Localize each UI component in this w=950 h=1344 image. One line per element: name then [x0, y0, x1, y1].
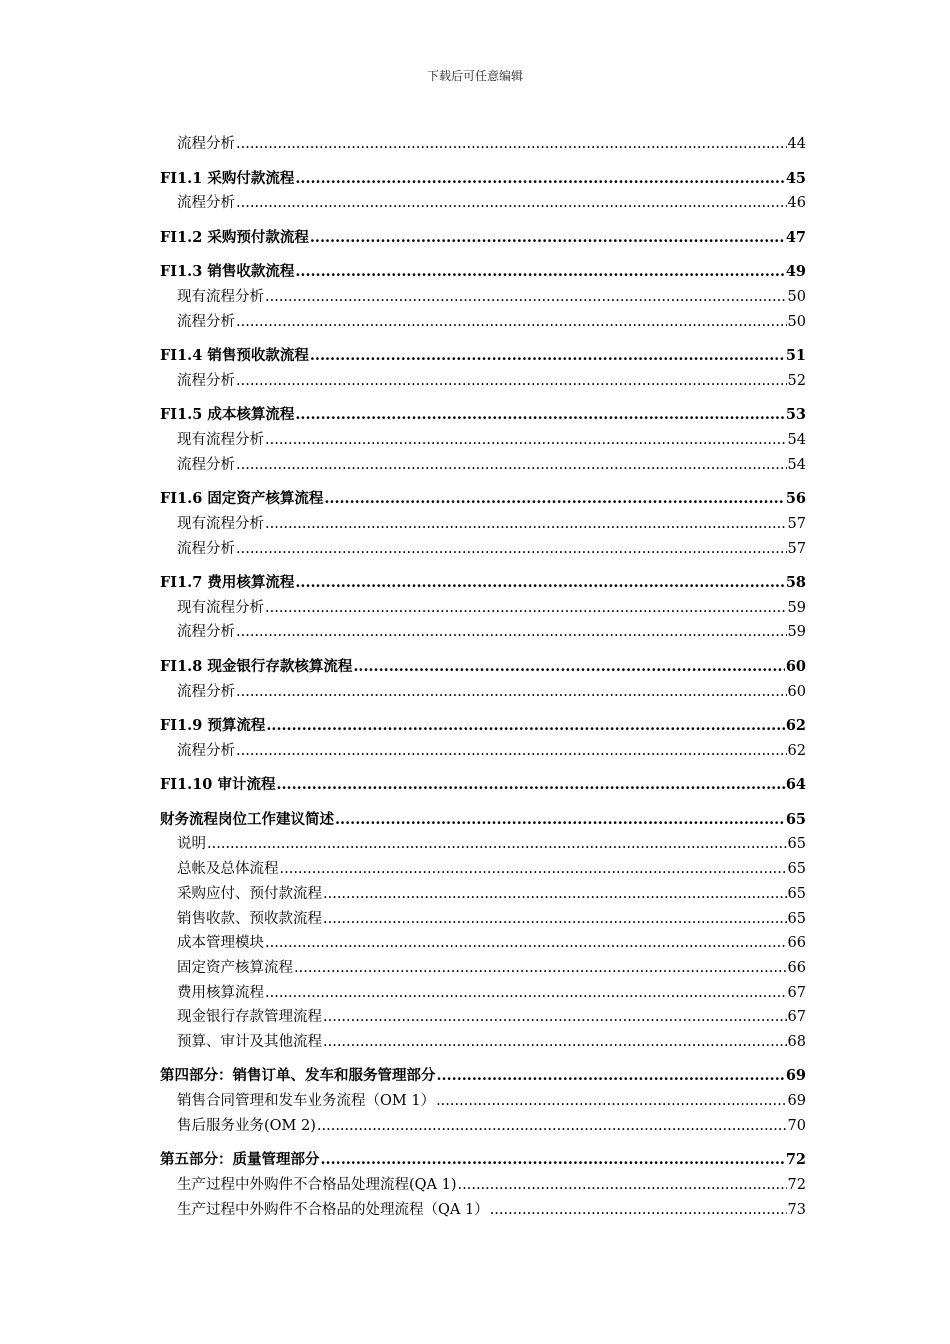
- toc-entry-title: 流程分析: [177, 372, 235, 389]
- toc-section-entry[interactable]: [160, 339, 806, 364]
- toc-page-number: 54: [787, 432, 806, 449]
- toc-entry-title: 售后服务业务(OM 2): [177, 1117, 316, 1134]
- toc-entry-title: 现有流程分析: [177, 432, 264, 449]
- toc-subsection-entry[interactable]: [160, 448, 806, 473]
- toc-subsection-entry[interactable]: [160, 926, 806, 951]
- toc-subsection-entry[interactable]: [160, 127, 806, 152]
- toc-page-number: 65: [787, 885, 806, 902]
- toc-dot-leader: [310, 231, 785, 246]
- toc-dot-leader: [265, 601, 787, 616]
- toc-entry-title: FI1.2 采购预付款流程: [160, 228, 309, 246]
- toc-page-number: 66: [787, 935, 806, 952]
- toc-subsection-entry[interactable]: [160, 1109, 806, 1134]
- toc-subsection-entry[interactable]: [160, 423, 806, 448]
- toc-subsection-entry[interactable]: [160, 531, 806, 556]
- toc-subsection-entry[interactable]: [160, 1084, 806, 1109]
- toc-section-entry[interactable]: [160, 161, 806, 186]
- toc-section-entry[interactable]: [160, 1143, 806, 1168]
- toc-dot-leader: [321, 1153, 785, 1168]
- toc-page-number: 57: [787, 540, 806, 557]
- toc-page-number: 59: [787, 599, 806, 616]
- toc-dot-leader: [323, 912, 787, 927]
- toc-page-number: 69: [785, 1067, 806, 1085]
- toc-page-number: 60: [785, 657, 806, 675]
- toc-dot-leader: [323, 887, 787, 902]
- toc-subsection-entry[interactable]: [160, 951, 806, 976]
- toc-subsection-entry[interactable]: [160, 615, 806, 640]
- toc-subsection-entry[interactable]: [160, 186, 806, 211]
- toc-dot-leader: [295, 172, 784, 187]
- toc-page-number: 51: [785, 347, 806, 365]
- toc-dot-leader: [317, 1119, 787, 1134]
- toc-dot-leader: [236, 196, 787, 211]
- toc-section-entry[interactable]: [160, 482, 806, 507]
- toc-page-number: 68: [787, 1033, 806, 1050]
- toc-dot-leader: [236, 137, 787, 152]
- toc-dot-leader: [436, 1094, 786, 1109]
- toc-entry-title: 现有流程分析: [177, 289, 264, 306]
- toc-dot-leader: [265, 433, 787, 448]
- toc-dot-leader: [236, 542, 787, 557]
- toc-subsection-entry[interactable]: [160, 901, 806, 926]
- toc-page-number: 45: [785, 169, 806, 187]
- toc-subsection-entry[interactable]: [160, 827, 806, 852]
- toc-entry-title: 生产过程中外购件不合格品处理流程(QA 1): [177, 1176, 457, 1193]
- toc-page-number: 65: [787, 910, 806, 927]
- toc-entry-title: 现有流程分析: [177, 599, 264, 616]
- toc-dot-leader: [276, 778, 784, 793]
- table-of-contents: [160, 127, 806, 1217]
- toc-entry-title: FI1.3 销售收款流程: [160, 263, 295, 281]
- toc-subsection-entry[interactable]: [160, 1000, 806, 1025]
- toc-dot-leader: [280, 862, 787, 877]
- toc-entry-title: 预算、审计及其他流程: [177, 1033, 322, 1050]
- toc-entry-title: FI1.1 采购付款流程: [160, 169, 295, 187]
- toc-dot-leader: [236, 458, 787, 473]
- toc-page-number: 44: [787, 136, 806, 153]
- toc-dot-leader: [265, 290, 787, 305]
- toc-page-number: 46: [787, 195, 806, 212]
- toc-entry-title: 现有流程分析: [177, 515, 264, 532]
- toc-dot-leader: [324, 492, 784, 507]
- toc-section-entry[interactable]: [160, 709, 806, 734]
- toc-section-entry[interactable]: [160, 398, 806, 423]
- toc-subsection-entry[interactable]: [160, 877, 806, 902]
- toc-dot-leader: [265, 517, 787, 532]
- toc-subsection-entry[interactable]: [160, 1168, 806, 1193]
- toc-entry-title: 成本管理模块: [177, 935, 264, 952]
- toc-dot-leader: [294, 961, 787, 976]
- toc-dot-leader: [295, 265, 784, 280]
- toc-subsection-entry[interactable]: [160, 734, 806, 759]
- toc-entry-title: 流程分析: [177, 456, 235, 473]
- toc-dot-leader: [295, 576, 784, 591]
- toc-subsection-entry[interactable]: [160, 591, 806, 616]
- toc-entry-title: 第五部分：质量管理部分: [160, 1151, 320, 1169]
- toc-dot-leader: [265, 936, 787, 951]
- toc-entry-title: 现金银行存款管理流程: [177, 1009, 322, 1026]
- toc-page-number: 65: [787, 836, 806, 853]
- toc-dot-leader: [490, 1203, 787, 1218]
- toc-page-number: 54: [787, 456, 806, 473]
- toc-dot-leader: [266, 719, 784, 734]
- toc-entry-title: 流程分析: [177, 195, 235, 212]
- toc-page-number: 50: [787, 289, 806, 306]
- toc-dot-leader: [236, 315, 787, 330]
- page-header: 下载后可任意编辑: [426, 69, 523, 83]
- toc-dot-leader: [265, 986, 787, 1001]
- toc-entry-title: 流程分析: [177, 540, 235, 557]
- toc-page-number: 52: [787, 372, 806, 389]
- toc-page-number: 53: [785, 406, 806, 424]
- toc-page-number: 69: [787, 1093, 806, 1110]
- toc-page-number: 70: [787, 1117, 806, 1134]
- toc-entry-title: 流程分析: [177, 683, 235, 700]
- toc-page-number: 59: [787, 624, 806, 641]
- toc-page-number: 57: [787, 515, 806, 532]
- toc-page-number: 66: [787, 959, 806, 976]
- toc-entry-title: 流程分析: [177, 313, 235, 330]
- toc-entry-title: FI1.8 现金银行存款核算流程: [160, 657, 353, 675]
- toc-page-number: 47: [785, 228, 806, 246]
- toc-dot-leader: [236, 744, 787, 759]
- toc-dot-leader: [353, 660, 784, 675]
- toc-subsection-entry[interactable]: [160, 852, 806, 877]
- toc-subsection-entry[interactable]: [160, 1025, 806, 1050]
- toc-entry-title: 流程分析: [177, 136, 235, 153]
- toc-entry-title: 流程分析: [177, 624, 235, 641]
- toc-dot-leader: [335, 813, 785, 828]
- toc-page-number: 64: [785, 776, 806, 794]
- toc-page-number: 67: [787, 984, 806, 1001]
- toc-entry-title: FI1.9 预算流程: [160, 717, 266, 735]
- toc-entry-title: 销售合同管理和发车业务流程（OM 1）: [177, 1093, 436, 1110]
- toc-subsection-entry[interactable]: [160, 507, 806, 532]
- toc-page-number: 65: [785, 810, 806, 828]
- toc-entry-title: 固定资产核算流程: [177, 959, 293, 976]
- toc-page-number: 50: [787, 313, 806, 330]
- toc-page-number: 65: [787, 861, 806, 878]
- toc-entry-title: FI1.5 成本核算流程: [160, 406, 295, 424]
- toc-page-number: 62: [785, 717, 806, 735]
- toc-page-number: 58: [785, 574, 806, 592]
- toc-entry-title: 采购应付、预付款流程: [177, 885, 322, 902]
- toc-section-entry[interactable]: [160, 221, 806, 246]
- toc-entry-title: FI1.7 费用核算流程: [160, 574, 295, 592]
- toc-entry-title: FI1.6 固定资产核算流程: [160, 490, 324, 508]
- toc-entry-title: 流程分析: [177, 742, 235, 759]
- toc-page-number: 73: [787, 1201, 806, 1218]
- toc-section-entry[interactable]: [160, 1059, 806, 1084]
- toc-subsection-entry[interactable]: [160, 364, 806, 389]
- toc-subsection-entry[interactable]: [160, 1192, 806, 1217]
- toc-subsection-entry[interactable]: [160, 674, 806, 699]
- toc-dot-leader: [295, 408, 784, 423]
- toc-dot-leader: [236, 685, 787, 700]
- toc-dot-leader: [310, 349, 785, 364]
- toc-entry-title: 生产过程中外购件不合格品的处理流程（QA 1）: [177, 1201, 489, 1218]
- toc-entry-title: FI1.4 销售预收款流程: [160, 347, 309, 365]
- toc-dot-leader: [323, 1010, 787, 1025]
- toc-dot-leader: [236, 374, 787, 389]
- toc-entry-title: 销售收款、预收款流程: [177, 910, 322, 927]
- toc-dot-leader: [207, 837, 787, 852]
- toc-entry-title: FI1.10 审计流程: [160, 776, 276, 794]
- toc-subsection-entry[interactable]: [160, 975, 806, 1000]
- toc-page-number: 49: [785, 263, 806, 281]
- toc-subsection-entry[interactable]: [160, 305, 806, 330]
- toc-section-entry[interactable]: [160, 566, 806, 591]
- toc-entry-title: 费用核算流程: [177, 984, 264, 1001]
- toc-dot-leader: [323, 1035, 787, 1050]
- toc-page-number: 72: [785, 1151, 806, 1169]
- toc-entry-title: 财务流程岗位工作建议简述: [160, 810, 334, 828]
- toc-section-entry[interactable]: [160, 768, 806, 793]
- toc-entry-title: 说明: [177, 836, 206, 853]
- toc-dot-leader: [236, 625, 787, 640]
- toc-entry-title: 总帐及总体流程: [177, 861, 279, 878]
- toc-section-entry[interactable]: [160, 255, 806, 280]
- toc-page-number: 72: [787, 1176, 806, 1193]
- toc-section-entry[interactable]: [160, 650, 806, 675]
- toc-section-entry[interactable]: [160, 803, 806, 828]
- toc-entry-title: 第四部分：销售订单、发车和服务管理部分: [160, 1067, 436, 1085]
- toc-dot-leader: [458, 1178, 787, 1193]
- toc-page-number: 62: [787, 742, 806, 759]
- toc-dot-leader: [437, 1069, 785, 1084]
- toc-page-number: 67: [787, 1009, 806, 1026]
- toc-subsection-entry[interactable]: [160, 280, 806, 305]
- toc-page-number: 60: [787, 683, 806, 700]
- toc-page-number: 56: [785, 490, 806, 508]
